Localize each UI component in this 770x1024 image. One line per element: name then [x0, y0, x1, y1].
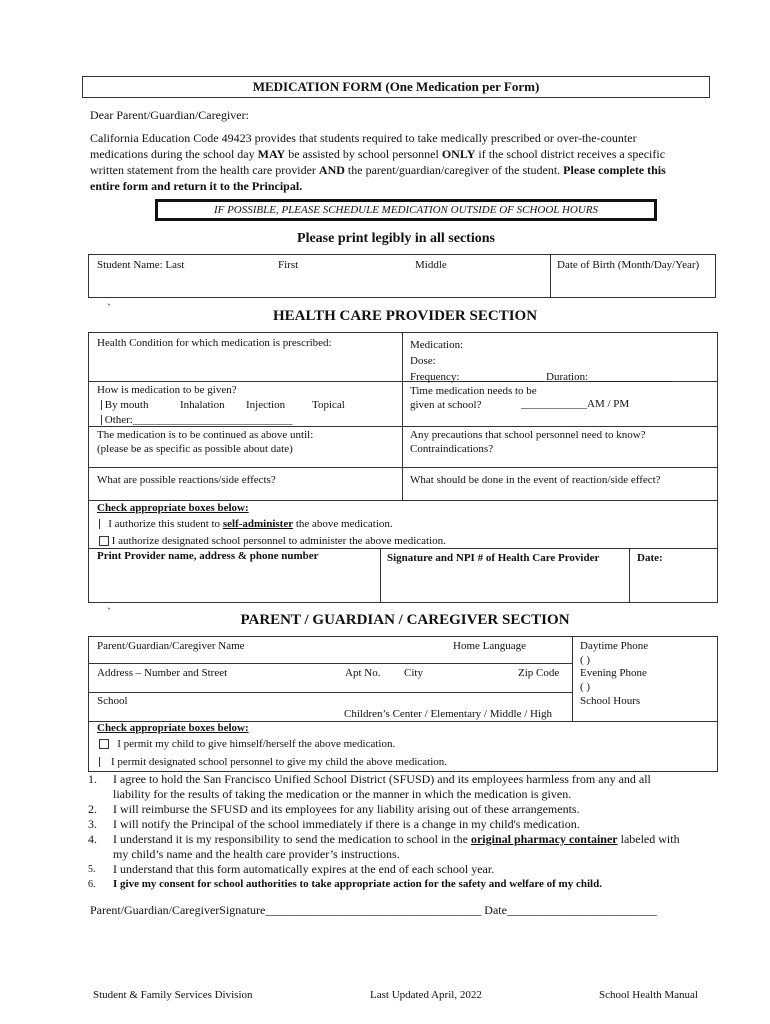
apt-label: Apt No. [345, 667, 381, 679]
injection-label: Injection [246, 399, 286, 411]
other-route [101, 414, 292, 426]
self-administer-text: self-administer [222, 518, 294, 530]
print-legibly-heading: Please print legibly in all sections [297, 231, 495, 246]
other-label: Other:_____________________________ [104, 414, 293, 426]
intro-text: if the school district receives a specific [475, 147, 666, 161]
list-text: I understand that this form automatically expires at the end of each school year. [113, 862, 495, 876]
footer-left: Student & Family Services Division [93, 989, 253, 1001]
item4-text: I understand it is my responsibility to send the medication to school in the [113, 832, 471, 846]
list-text: I will reimburse the SFUSD and its employees for any liability arising out of these arrangements. [113, 802, 580, 816]
list-text: I give my consent for school authorities to take appropriate action for the safety and welfare of my child. [113, 878, 602, 890]
daytime-phone-paren[interactable]: ( ) [580, 654, 591, 666]
hcp-row-line [88, 548, 718, 549]
evening-phone-paren[interactable]: ( ) [580, 681, 591, 693]
list-text: I will notify the Principal of the school immediately if there is a change in my child's medication. [113, 817, 580, 831]
list-number: 1. [88, 772, 97, 786]
list-item [88, 847, 713, 862]
authorize-self-checkbox[interactable] [99, 519, 100, 529]
parent-row-line [88, 663, 572, 664]
form-title: MEDICATION FORM (One Medication per Form) [252, 79, 540, 94]
list-number: 5. [88, 864, 96, 875]
address-label: Address – Number and Street [97, 667, 228, 679]
permit-self-text: I permit my child to give himself/herself the above medication. [117, 738, 396, 750]
item4-text: labeled with [617, 832, 680, 846]
intro-line-3 [90, 162, 715, 178]
intro-bold: Please complete this [563, 163, 666, 177]
agreement-list [88, 772, 713, 892]
intro-and: AND [318, 163, 345, 177]
parent-phone-divider [572, 636, 573, 721]
authorize-designated-row [99, 535, 446, 547]
hcp-col-divider [402, 332, 403, 500]
student-table-divider [550, 254, 551, 298]
school-label: School [97, 695, 128, 707]
list-item [88, 832, 713, 847]
student-last-label: Student Name: Last [97, 259, 185, 271]
school-types-label: Children’s Center / Elementary / Middle / High [344, 708, 553, 720]
hcp-row-line [88, 467, 718, 468]
intro-line-4: entire form and return it to the Principal. [90, 179, 303, 193]
health-condition-label: Health Condition for which medication is prescribed: [97, 337, 332, 349]
list-number: 6. [88, 879, 96, 890]
list-number: 3. [88, 817, 97, 831]
footer-right: School Health Manual [599, 989, 698, 1001]
time-needed-line: Time medication needs to be [410, 385, 537, 397]
permit-designated-checkbox[interactable] [99, 757, 100, 767]
permit-designated-row [99, 756, 447, 768]
topical-label: Topical [312, 399, 345, 411]
parent-signature-line[interactable]: Parent/Guardian/CaregiverSignature____________________________________ Date_________________________ [90, 903, 657, 917]
hcp-row-line [88, 500, 718, 501]
dose-label: Dose: [410, 355, 436, 367]
daytime-phone-label: Daytime Phone [580, 640, 649, 652]
duration-label: Duration:_______________ [546, 371, 671, 383]
medication-label: Medication: [410, 339, 464, 351]
list-text [113, 832, 680, 847]
student-middle-label: Middle [415, 259, 447, 271]
list-number: 2. [88, 802, 97, 816]
other-checkbox[interactable] [101, 415, 102, 425]
list-text: I agree to hold the San Francisco Unified School District (SFUSD) and its employees harmless from any and all [113, 772, 651, 786]
list-number: 4. [88, 832, 97, 846]
continued-line: (please be as specific as possible about date) [97, 443, 293, 455]
permit-self-row [99, 738, 395, 750]
precautions-line: Any precautions that school personnel need to know? [410, 429, 646, 441]
intro-line-1: California Education Code 49423 provides that students required to take medically prescribed or over-the-counter [90, 131, 637, 145]
hcp-heading: HEALTH CARE PROVIDER SECTION [272, 308, 538, 324]
list-item [88, 772, 713, 787]
time-am-pm-field[interactable]: ____________AM / PM [521, 398, 630, 410]
authorize-self-text: the above medication. [293, 518, 393, 530]
frequency-label: Frequency:_______________ [410, 371, 542, 383]
greeting: Dear Parent/Guardian/Caregiver: [90, 108, 249, 122]
school-hours-label: School Hours [580, 695, 641, 707]
intro-text: be assisted by school personnel [285, 147, 442, 161]
continued-until-label [97, 428, 313, 456]
authorize-self-text: I authorize this student to [108, 518, 223, 530]
banner-text: IF POSSIBLE, PLEASE SCHEDULE MEDICATION OUTSIDE OF SCHOOL HOURS [213, 204, 599, 216]
inhalation-label: Inhalation [180, 399, 225, 411]
original-container-text: original pharmacy container [470, 832, 618, 846]
list-item [88, 802, 713, 817]
list-item [88, 877, 713, 892]
authorize-self-row [99, 518, 393, 530]
hcp-check-boxes-heading: Check appropriate boxes below: [97, 502, 249, 514]
list-item [88, 787, 713, 802]
parent-row-line [88, 692, 572, 693]
hcp-row-line [88, 426, 718, 427]
how-given-label: How is medication to be given? [97, 384, 237, 396]
home-language-label: Home Language [453, 640, 526, 652]
parent-name-label: Parent/Guardian/Caregiver Name [97, 640, 245, 652]
permit-designated-text: I permit designated school personnel to give my child the above medication. [111, 756, 448, 768]
time-needed-label [410, 384, 537, 412]
city-label: City [404, 667, 423, 679]
route-options [101, 399, 148, 411]
hcp-date-divider [629, 548, 630, 603]
list-number [88, 787, 113, 802]
backtick-mark-2: ` [107, 605, 111, 619]
intro-line-2 [90, 146, 715, 162]
zip-label: Zip Code [518, 667, 560, 679]
permit-self-checkbox[interactable] [99, 739, 109, 749]
intro-only: ONLY [441, 147, 476, 161]
list-text: my child’s name and the health care provider’s instructions. [113, 847, 400, 861]
what-done-label: What should be done in the event of reaction/side effect? [410, 474, 661, 486]
intro-text: written statement from the health care provider [90, 163, 319, 177]
list-item [88, 817, 713, 832]
hcp-date-label: Date: [637, 552, 663, 564]
intro-text: the parent/guardian/caregiver of the student. [344, 163, 564, 177]
student-first-label: First [278, 259, 299, 271]
list-item [88, 862, 713, 877]
parent-check-boxes-heading: Check appropriate boxes below: [97, 722, 249, 734]
hcp-sig-divider [380, 548, 381, 603]
intro-may: MAY [257, 147, 286, 161]
print-provider-label: Print Provider name, address & phone number [97, 550, 319, 562]
evening-phone-label: Evening Phone [580, 667, 647, 679]
time-needed-line: given at school? [410, 399, 482, 411]
parent-heading: PARENT / GUARDIAN / CAREGIVER SECTION [240, 612, 570, 628]
continued-line: The medication is to be continued as above until: [97, 429, 314, 441]
authorize-designated-checkbox[interactable] [99, 536, 109, 546]
precautions-label [410, 428, 646, 456]
precautions-line: Contraindications? [410, 443, 494, 455]
reactions-label: What are possible reactions/side effects? [97, 474, 276, 486]
footer-center: Last Updated April, 2022 [370, 989, 482, 1001]
by-mouth-label: By mouth [104, 399, 149, 411]
dob-label: Date of Birth (Month/Day/Year) [557, 259, 700, 271]
signature-npi-label: Signature and NPI # of Health Care Provider [387, 552, 600, 564]
authorize-designated-text: I authorize designated school personnel to administer the above medication. [111, 535, 446, 547]
list-text: liability for the results of taking the medication or the manner in which the medication is given. [113, 787, 572, 801]
by-mouth-checkbox[interactable] [101, 400, 102, 410]
backtick-mark: ` [107, 301, 111, 315]
intro-text: medications during the school day [90, 147, 258, 161]
intro-paragraph [90, 130, 715, 194]
